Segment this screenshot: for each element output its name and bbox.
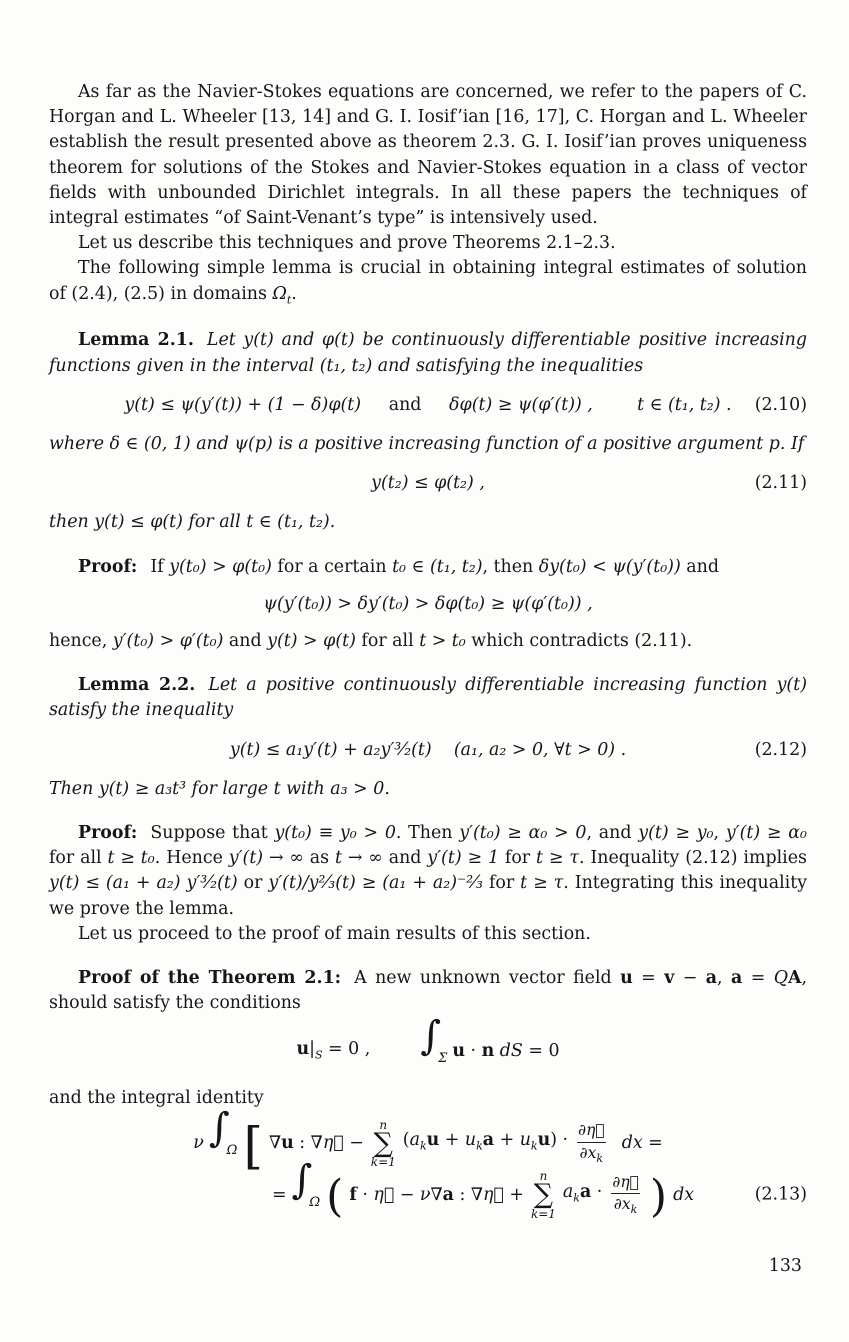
sum-upper-limit: n [539,1169,548,1184]
partial-derivative-fraction [575,1122,608,1164]
paragraph-intro: As far as the Navier-Stokes equations are concerned, we refer to the papers of C. Horgan and L. Wheeler [13, 14] and G. I. Iosif’ian [16, 17], C. Horgan and L. Wheeler establish the result presented above as theorem 2.3. G. I. Iosif’ian proves uniqueness theorem for solutions of the Stokes and Navier-Stokes equation in a class of vector fields with unbounded Dirichlet integrals. In all these papers the techniques of integral estimates “of Saint-Venant’s type” is intensively used. [49,82,807,229]
proof-2-2-label: Proof: [78,822,138,843]
partial-derivative-fraction [609,1174,642,1216]
lemma-2-2-label: Lemma 2.2. [78,675,196,696]
sum-glyph: ∑ [373,1127,393,1159]
fraction-denominator: $\partial x_k$ [577,1142,606,1165]
equation-2-13-line2 [49,1156,807,1223]
proof-display-inequality: ψ(y′(t₀)) > δy′(t₀) > δφ(t₀) ≥ ψ(φ′(t₀)) , [263,593,593,614]
fraction-numerator: ∂η⃗ [612,1173,639,1192]
lemma-2-1-label: Lemma 2.1. [78,330,194,351]
fraction-denominator: $\partial x_k$ [611,1193,640,1216]
integral-sign [420,1013,448,1071]
equation-2-12-number: (2.12) [754,739,807,760]
summation-sign [371,1119,396,1169]
equation-2-13-number: (2.13) [754,1184,807,1205]
force-terms: f · η⃗ − ν∇a : ∇η⃗ + [349,1184,524,1205]
equation-2-11-body: y(t₂) ≤ φ(t₂) , [371,473,485,494]
equation-2-12 [49,738,807,763]
integral-subscript-omega: Ω [226,1142,238,1158]
dx-equals: dx = [621,1132,663,1153]
paragraph-proceed: Let us proceed to the proof of main results of this section. [78,923,591,944]
integral-glyph: ∫ [291,1156,313,1203]
sum-lower-limit: k=1 [370,1155,396,1170]
equation-2-13-line1: ν $\int_\Omega$ [ ∇u : ∇η⃗ − n ∑ k=1 $(a_ku + u_ka + u_ku)$ · $\frac{\partial\eta⃗}{\partial x_k}$ dx = [193,1104,663,1175]
fraction-numerator: ∂η⃗ [578,1121,605,1140]
equation-2-11 [49,471,807,496]
aka-term: $a_ka$ · [562,1181,603,1205]
equation-2-13 [49,1104,807,1223]
sum-lower-limit: k=1 [530,1207,556,1222]
page-number: 133 [768,1256,802,1276]
equation-2-10-body: y(t) ≤ ψ(y′(t)) + (1 − δ)φ(t) and δφ(t) ≥ ψ(φ′(t)) , t ∈ (t₁, t₂) . [124,394,732,415]
integral-sign [291,1156,321,1215]
nu-coefficient: ν [193,1132,204,1153]
proof-2-2-text: Suppose that y(t₀) ≡ y₀ > 0. Then y′(t₀) ≥ α₀ > 0, and y(t) ≥ y₀, y′(t) ≥ α₀ for all t ≥ t₀. Hence y′(t) → ∞ as t → ∞ and y′(t) ≥ 1 for t ≥ τ. Inequality (2.12) implies y(t) ≤ (a₁ + a₂) y′³⁄₂(t) or y′(t)/y²⁄₃(t) ≥ (a₁ + a₂)⁻²⁄₃ for t ≥ τ. Integrating this inequality we prove the lemma. [49,822,808,919]
proof-theorem-2-1-text: A new unknown vector field u = v − a, a = QA, should satisfy the conditions [49,967,807,1014]
lemma-2-2 [49,673,807,723]
paragraph-lemma-intro: The following simple lemma is crucial in obtaining integral estimates of solution of (2.4), (2.5) in domains $\Omega_t$. [49,258,807,307]
integral-subscript-sigma: Σ [438,1051,448,1067]
integral-glyph: ∫ [420,1013,442,1060]
proof-2-1-label: Proof: [78,556,138,577]
integral-subscript-omega: Ω [309,1194,321,1210]
equation-2-11-number: (2.11) [754,473,807,494]
proof-theorem-2-1-label: Proof of the Theorem 2.1: [78,967,342,988]
lemma-2-2-text: Let a positive continuously differentiable increasing function y(t) satisfy the inequality [49,675,807,721]
integral-sign [208,1104,238,1163]
page-content [49,80,807,1222]
paragraph-then-conclusion: then y(t) ≤ φ(t) for all t ∈ (t₁, t₂). [49,512,336,533]
proof-2-1-text: If y(t₀) > φ(t₀) for a certain t₀ ∈ (t₁, t₂), then δy(t₀) < ψ(y′(t₀)) and [150,556,719,577]
paragraph-integral-identity: and the integral identity [49,1087,264,1108]
proof-lemma-2-1 [49,555,807,580]
integral-glyph: ∫ [208,1104,230,1151]
boundary-conditions-equation [49,1013,807,1071]
convective-terms: $(a_ku + u_ka + u_ku)$ · [402,1130,569,1153]
sum-upper-limit: n [379,1117,388,1132]
sum-glyph: ∑ [533,1179,554,1211]
equation-2-10-number: (2.10) [754,394,807,415]
summation-sign [531,1170,556,1220]
gradient-terms: ∇u : ∇η⃗ − [268,1132,364,1153]
paragraph-then-y-large-t: Then y(t) ≥ a₃t³ for large t with a₃ > 0. [49,778,390,799]
equals-sign: = [271,1184,287,1205]
dx-term: dx [673,1184,695,1205]
paragraph-hence: hence, y′(t₀) > φ′(t₀) and y(t) > φ(t) for all t > t₀ which contradicts (2.11). [49,630,693,651]
proof-theorem-2-1 [49,966,807,1016]
equation-2-13-line2-body: = $\int_\Omega$ ( f · η⃗ − ν∇a : ∇η⃗ + n ∑ k=1 $a_ka$ · $\frac{\partial\eta⃗}{\partial x_k}$ ) dx [271,1156,695,1223]
condition-u-on-S: $u|_S = 0$ , [296,1038,371,1062]
equation-2-10 [49,393,807,418]
condition-flux: u · n dS = 0 [452,1041,560,1062]
equation-2-12-body: y(t) ≤ a₁y′(t) + a₂y′³⁄₂(t) (a₁, a₂ > 0, ∀t > 0) . [229,739,627,760]
paragraph-where-delta: where δ ∈ (0, 1) and ψ(p) is a positive increasing function of a positive argument p. If [49,433,805,454]
lemma-2-1 [49,328,807,378]
paragraph-describe-techniques: Let us describe this techniques and prove Theorems 2.1–2.3. [78,233,616,254]
lemma-2-1-text: Let y(t) and φ(t) be continuously differentiable positive increasing functions given in the interval (t₁, t₂) and satisfying the inequalities [49,330,807,376]
proof-lemma-2-2 [49,821,807,922]
